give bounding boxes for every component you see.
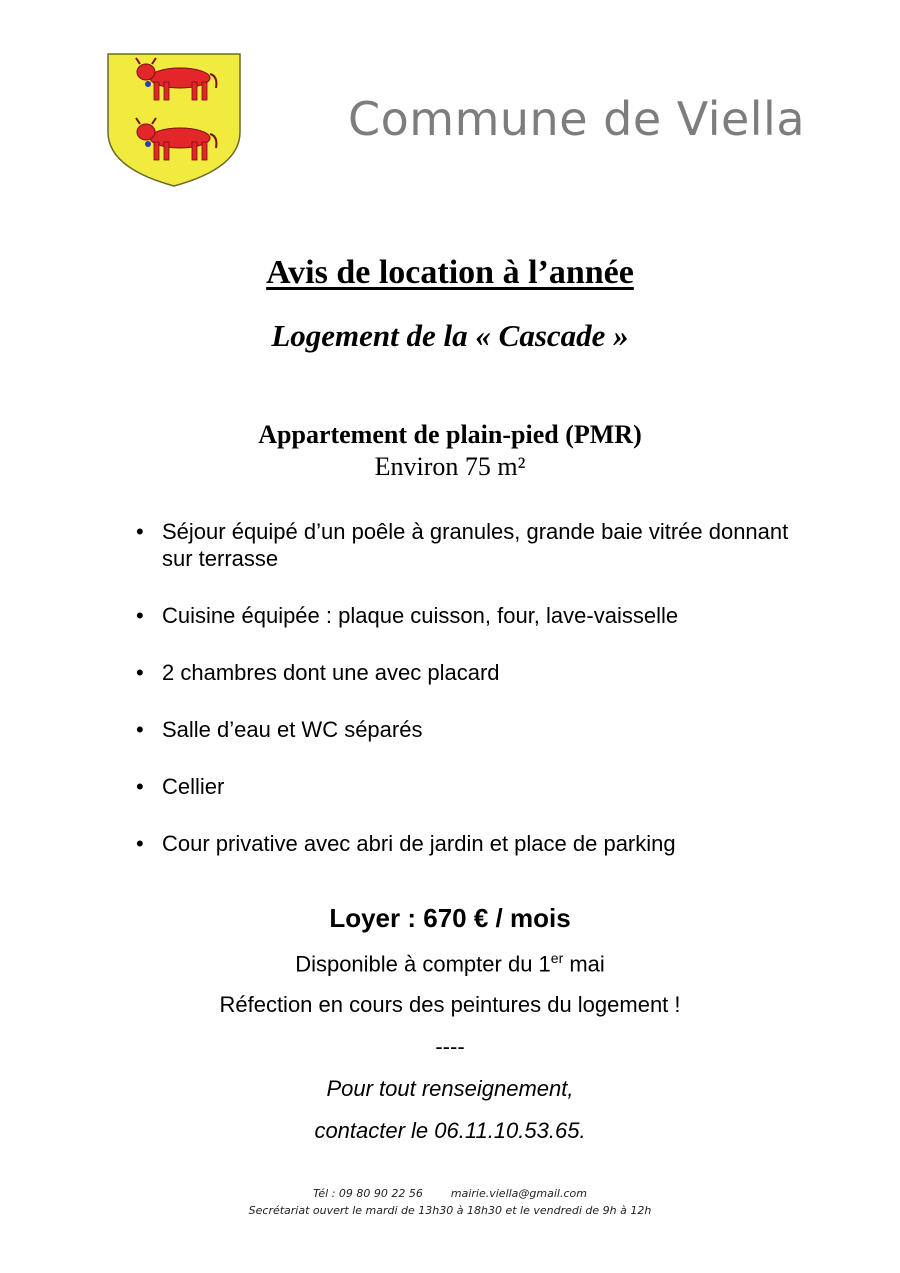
contact-line-1: Pour tout renseignement, bbox=[326, 1076, 574, 1101]
footer-phone: Tél : 09 80 90 22 56 bbox=[313, 1187, 423, 1200]
feature-text: Séjour équipé d’un poêle à granules, grande baie vitrée donnant sur terrasse bbox=[162, 519, 789, 571]
availability-date bbox=[0, 950, 900, 977]
features-list bbox=[136, 518, 796, 857]
bullet-icon: • bbox=[136, 660, 144, 685]
contact-phone: contacter le 06.11.10.53.65. bbox=[314, 1118, 586, 1143]
footer-email: mairie.viella@gmail.com bbox=[450, 1187, 587, 1200]
coat-of-arms-icon bbox=[106, 52, 242, 188]
feature-text: 2 chambres dont une avec placard bbox=[162, 660, 500, 685]
list-item bbox=[136, 518, 796, 572]
availability-prefix: Disponible à compter du 1 bbox=[295, 951, 551, 977]
apartment-area: Environ 75 m² bbox=[374, 452, 526, 481]
bullet-icon: • bbox=[136, 774, 144, 799]
availability-superscript: er bbox=[550, 950, 564, 966]
separator: ---- bbox=[435, 1034, 465, 1059]
apartment-type: Appartement de plain-pied (PMR) bbox=[258, 420, 642, 449]
list-item bbox=[136, 773, 796, 800]
works-note: Réfection en cours des peintures du logement ! bbox=[219, 992, 681, 1017]
rent-price: Loyer : 670 € / mois bbox=[329, 903, 571, 933]
feature-text: Cuisine équipée : plaque cuisson, four, lave-vaisselle bbox=[162, 603, 679, 628]
list-item bbox=[136, 659, 796, 686]
feature-text: Salle d’eau et WC séparés bbox=[162, 717, 423, 742]
footer-hours: Secrétariat ouvert le mardi de 13h30 à 18h30 et le vendredi de 9h à 12h bbox=[248, 1204, 652, 1217]
bullet-icon: • bbox=[136, 717, 144, 742]
notice-title: Avis de location à l’année bbox=[266, 254, 634, 291]
feature-text: Cour privative avec abri de jardin et place de parking bbox=[162, 831, 676, 856]
list-item bbox=[136, 602, 796, 629]
notice-subtitle: Logement de la « Cascade » bbox=[271, 318, 629, 353]
list-item bbox=[136, 830, 796, 857]
bullet-icon: • bbox=[136, 603, 144, 628]
feature-text: Cellier bbox=[162, 774, 225, 799]
footer-contact bbox=[0, 1187, 900, 1200]
bullet-icon: • bbox=[136, 831, 144, 856]
availability-suffix: mai bbox=[563, 951, 605, 977]
list-item bbox=[136, 716, 796, 743]
commune-name: Commune de Viella bbox=[348, 92, 806, 146]
bullet-icon: • bbox=[136, 519, 144, 544]
